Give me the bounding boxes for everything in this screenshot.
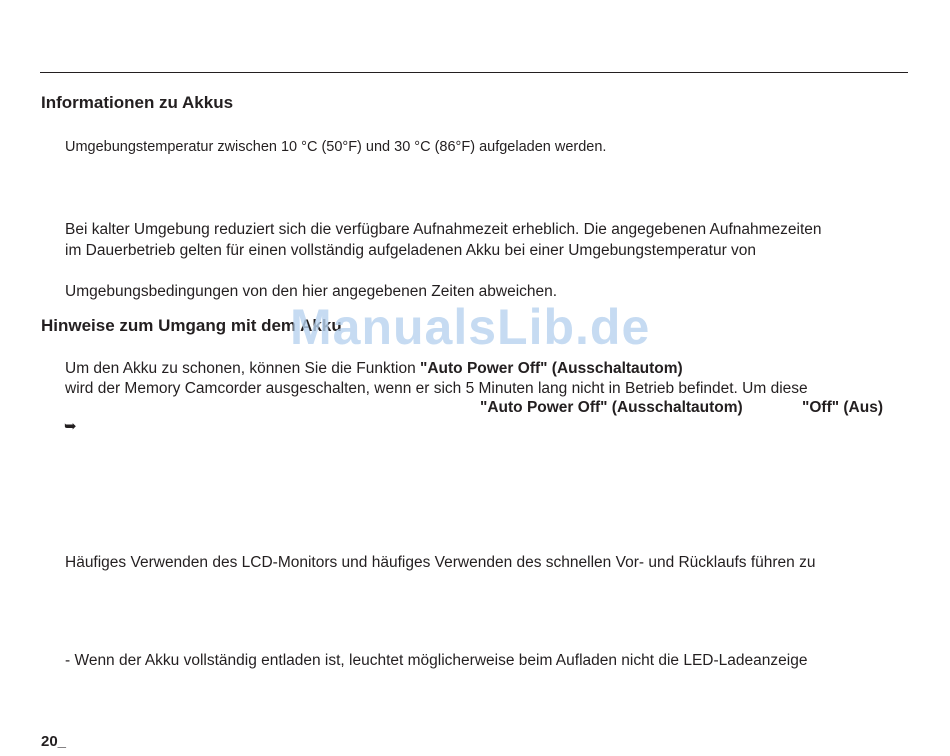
battery-info-line-4: Umgebungsbedingungen von den hier angegebenen Zeiten abweichen. — [65, 283, 558, 300]
section-title-battery-handling: Hinweise zum Umgang mit dem Akku — [41, 316, 342, 335]
handling-line-4: Häufiges Verwenden des LCD-Monitors und häufiges Verwenden des schnellen Vor- und Rücklaufs führen zu — [65, 554, 816, 571]
auto-power-off-label: "Auto Power Off" (Ausschaltautom) — [420, 360, 683, 377]
battery-info-line-2: Bei kalter Umgebung reduziert sich die verfügbare Aufnahmezeit erheblich. Die angegebenen Aufnahmezeiten — [65, 221, 822, 238]
battery-info-line-1: Umgebungstemperatur zwischen 10 °C (50°F) und 30 °C (86°F) aufgeladen werden. — [65, 139, 607, 155]
watermark: ManualsLib.de — [290, 299, 651, 355]
arrow-icon: ➥ — [64, 418, 77, 435]
auto-power-off-label-2: "Auto Power Off" (Ausschaltautom) — [480, 399, 743, 416]
handling-line-5: - Wenn der Akku vollständig entladen ist, leuchtet möglicherweise beim Aufladen nicht die LED-Ladeanzeige — [65, 652, 808, 669]
page-number: 20_ — [41, 733, 67, 750]
handling-line-2: wird der Memory Camcorder ausgeschalten, wenn er sich 5 Minuten lang nicht in Betrieb befindet. Um diese — [65, 380, 808, 397]
battery-info-line-3: im Dauerbetrieb gelten für einen vollständig aufgeladenen Akku bei einer Umgebungstemperatur von — [65, 242, 757, 259]
top-rule — [40, 72, 908, 73]
handling-line-1 — [65, 360, 683, 378]
off-option-label: "Off" (Aus) — [802, 399, 883, 416]
handling-line-1-text: Um den Akku zu schonen, können Sie die Funktion — [65, 360, 420, 377]
section-title-battery-info: Informationen zu Akkus — [41, 93, 234, 112]
